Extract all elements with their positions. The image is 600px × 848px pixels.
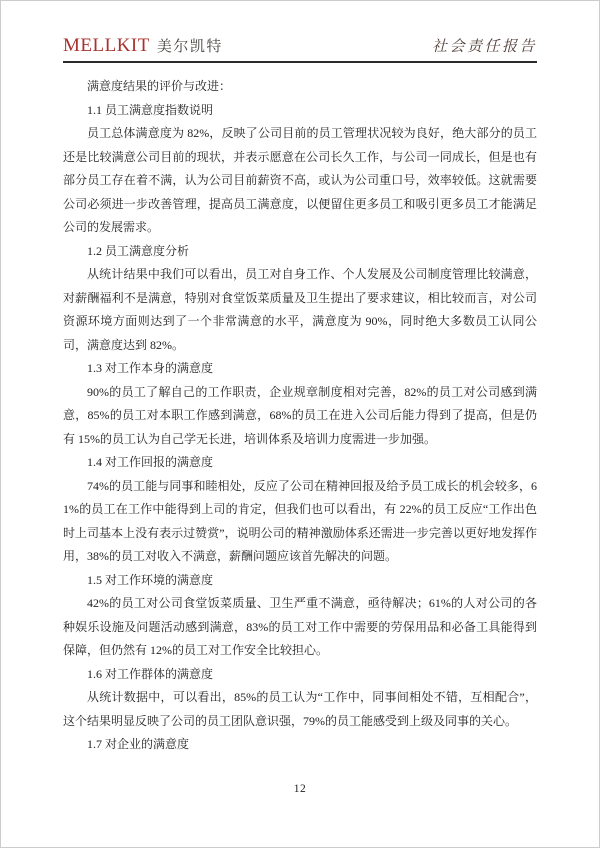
section-heading: 1.4 对工作回报的满意度 [87,455,214,469]
section-heading: 1.5 对工作环境的满意度 [87,572,214,587]
section-heading: 1.1 员工满意度指数说明 [87,102,214,117]
body-paragraph: 从统计结果中我们可以看出，员工对自身工作、个人发展及公司制度管理比较满意，对薪酬福利不是满意，特别对食堂饭菜质量及卫生提出了要求建议，相比较而言，对公司资源环境方面则达到了一个非常满意的水平，满意度为 90%，同时绝大多数员工认同公司，满意度达到 82%。 [63,267,537,352]
report-title: 社会责任报告 [431,39,537,55]
section-heading: 1.2 员工满意度分析 [87,243,190,258]
brand [63,35,223,57]
body-paragraph: 90%的员工了解自己的工作职责，企业规章制度相对完善，82%的员工对公司感到满意，85%的员工对本职工作感到满意，68%的员工在进入公司后能力得到了提高，但是仍有 15%的员工认为自己学无长进，培训体系及培训力度需进一步加强。 [63,384,537,446]
section-heading: 1.6 对工作群体的满意度 [87,666,214,681]
section-heading: 1.7 对企业的满意度 [87,737,190,751]
brand-name-cjk: 美尔凯特 [156,39,223,55]
section-heading: 1.3 对工作本身的满意度 [87,361,214,375]
body-paragraph: 74%的员工能与同事和睦相处，反应了公司在精神回报及给予员工成长的机会较多，61%的员工在工作中能得到上司的肯定，但我们也可以看出，有 22%的员工反应“工作出色时上司基本上没有表示过赞赏”，说明公司的精神激励体系还需进一步完善以更好地发挥作用，38%的员工对收入不满意，薪酬问题应该首先解决的问题。 [63,478,537,563]
body-paragraph: 42%的员工对公司食堂饭菜质量、卫生严重不满意，亟待解决；61%的人对公司的各种娱乐设施及问题活动感到满意，83%的员工对工作中需要的劳保用品和必备工具能得到保障，但仍然有 12%的员工对工作安全比较担心。 [63,596,537,657]
lead-line: 满意度结果的评价与改进： [87,79,232,93]
page-number: 12 [293,783,307,795]
body-paragraph: 从统计数据中，可以看出，85%的员工认为“工作中，同事间相处不错，互相配合”，这个结果明显反映了公司的员工团队意识强，79%的员工能感受到上级及同事的关心。 [63,690,537,728]
body-paragraph: 员工总体满意度为 82%，反映了公司目前的员工管理状况较为良好，绝大部分的员工还是比较满意公司目前的现状，并表示愿意在公司长久工作，与公司一同成长，但是也有部分员工存在着不满，认为公司目前薪资不高，或认为公司重口号，效率较低。这就需要公司必须进一步改善管理，提高员工满意度，以便留住更多员工和吸引更多员工才能满足公司的发展需求。 [63,126,537,234]
document-body [63,75,537,757]
page-header [63,35,537,63]
brand-logo-text: MELLKIT [63,35,150,56]
